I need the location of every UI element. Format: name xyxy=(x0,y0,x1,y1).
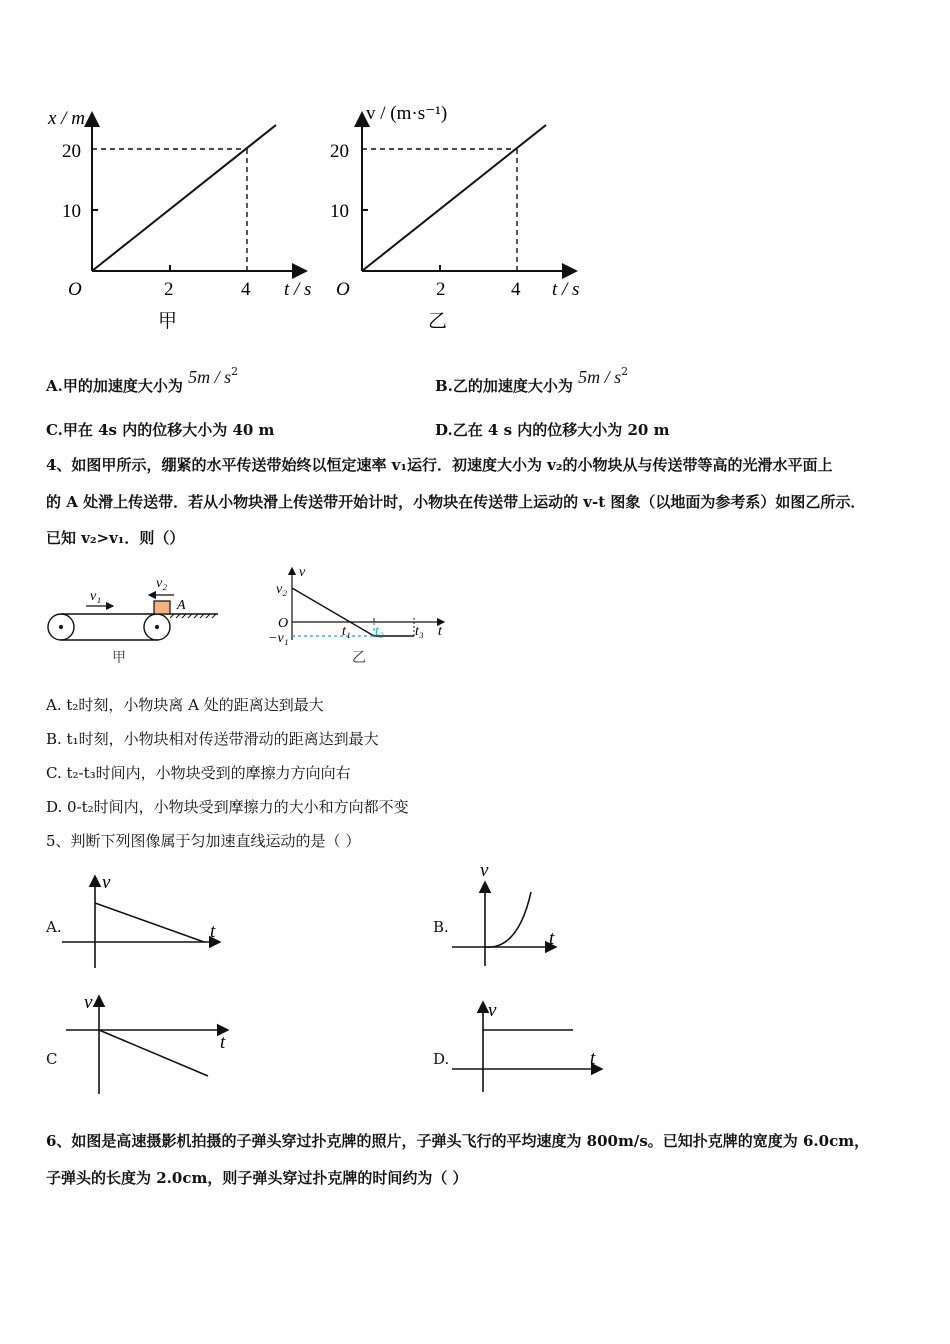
option-b: B.乙的加速度大小为 $5m / s^2$ xyxy=(435,365,629,395)
vt-figure xyxy=(268,562,458,670)
graph-yi xyxy=(310,95,600,335)
t-label: t xyxy=(549,928,555,949)
graph-curve xyxy=(485,892,531,947)
origin-label: O xyxy=(68,279,82,300)
point-a-label: A xyxy=(177,598,186,613)
t2-label: t₂ xyxy=(375,624,384,639)
t-label: t xyxy=(438,624,442,639)
y-tick-20: 20 xyxy=(62,141,81,162)
q5-graph-a xyxy=(58,870,228,970)
neg-v1-tick: −v₁ xyxy=(268,631,289,646)
q4-option-a: A. t₂时刻，小物块离 A 处的距离达到最大 xyxy=(46,696,324,714)
y-tick-20: 20 xyxy=(330,141,349,162)
option-d: D.乙在 4 s 内的位移大小为 20 m xyxy=(435,421,670,439)
q4-option-d: D. 0-t₂时间内，小物块受到摩擦力的大小和方向都不变 xyxy=(46,798,409,816)
data-line xyxy=(362,125,546,271)
q5-stem: 5、判断下列图像属于匀加速直线运动的是（ ） xyxy=(46,832,361,850)
q5-label-d: D. xyxy=(433,1050,450,1068)
x-tick-2: 2 xyxy=(436,279,446,300)
data-line xyxy=(92,125,276,271)
origin-label: O xyxy=(278,616,289,631)
q6-stem-line2: 子弹头的长度为 2.0cm，则子弹头穿过扑克牌的时间约为（ ） xyxy=(46,1169,468,1187)
v-label: v xyxy=(480,860,489,881)
origin-label: O xyxy=(336,279,350,300)
t3-label: t₃ xyxy=(415,624,424,639)
v-label: v xyxy=(102,872,111,893)
y-axis-label: x / m xyxy=(48,108,85,129)
t-label: t xyxy=(210,921,216,942)
q4-option-c: C. t₂-t₃时间内，小物块受到的摩擦力方向向右 xyxy=(46,764,351,782)
q6-stem-line1: 6、如图是高速摄影机拍摄的子弹头穿过扑克牌的照片，子弹头飞行的平均速度为 800m/s。已知扑克牌的宽度为 6.0cm， xyxy=(46,1132,870,1150)
q5-graph-c xyxy=(62,990,242,1098)
vt-line xyxy=(292,588,414,636)
t1-label: t₁ xyxy=(342,624,351,639)
x-axis-label: t / s xyxy=(284,279,312,300)
v1-label: v₁ xyxy=(90,589,102,604)
graph-caption: 乙 xyxy=(428,311,448,332)
y-tick-10: 10 xyxy=(62,201,81,222)
figure-caption: 甲 xyxy=(112,651,126,666)
graph-line xyxy=(99,1030,208,1076)
v-label: v xyxy=(488,1000,497,1021)
q5-graph-d xyxy=(448,996,618,1096)
accel-formula: 5m / s xyxy=(188,367,232,387)
graph-line xyxy=(95,903,204,942)
q5-label-c: C xyxy=(46,1050,58,1068)
v-label: v xyxy=(84,992,93,1013)
q5-graph-b xyxy=(448,858,618,970)
block xyxy=(154,601,170,614)
graph-caption: 甲 xyxy=(158,311,178,332)
v2-tick: v₂ xyxy=(276,582,288,597)
figure-caption: 乙 xyxy=(352,651,366,666)
q5-label-b: B. xyxy=(433,918,449,936)
q4-option-b: B. t₁时刻，小物块相对传送带滑动的距离达到最大 xyxy=(46,730,379,748)
q4-stem-line2: 的 A 处滑上传送带．若从小物块滑上传送带开始计时，小物块在传送带上运动的 v-t 图象（以地面为参考系）如图乙所示． xyxy=(46,493,866,511)
q5-label-a: A. xyxy=(46,918,62,936)
x-tick-4: 4 xyxy=(511,279,521,300)
q4-stem-line3: 已知 v₂>v₁．则（） xyxy=(46,529,185,547)
option-c: C.甲在 4s 内的位移大小为 40 m xyxy=(46,421,275,439)
option-a: A.甲的加速度大小为 $5m / s^2$ xyxy=(46,365,239,395)
q4-stem-line1: 4、如图甲所示，绷紧的水平传送带始终以恒定速率 v₁运行．初速度大小为 v₂的小物块从与传送带等高的光滑水平面上 xyxy=(46,456,833,474)
conveyor-belt-figure xyxy=(40,570,230,670)
t-label: t xyxy=(590,1048,596,1069)
v-label: v xyxy=(299,565,306,580)
t-label: t xyxy=(220,1032,226,1053)
v2-label: v₂ xyxy=(156,576,168,591)
accel-formula: 5m / s xyxy=(578,367,622,387)
x-tick-2: 2 xyxy=(164,279,174,300)
y-tick-10: 10 xyxy=(330,201,349,222)
graph-jia xyxy=(40,95,320,335)
y-axis-label: v / (m·s⁻¹) xyxy=(366,103,448,124)
x-axis-label: t / s xyxy=(552,279,580,300)
x-tick-4: 4 xyxy=(241,279,251,300)
